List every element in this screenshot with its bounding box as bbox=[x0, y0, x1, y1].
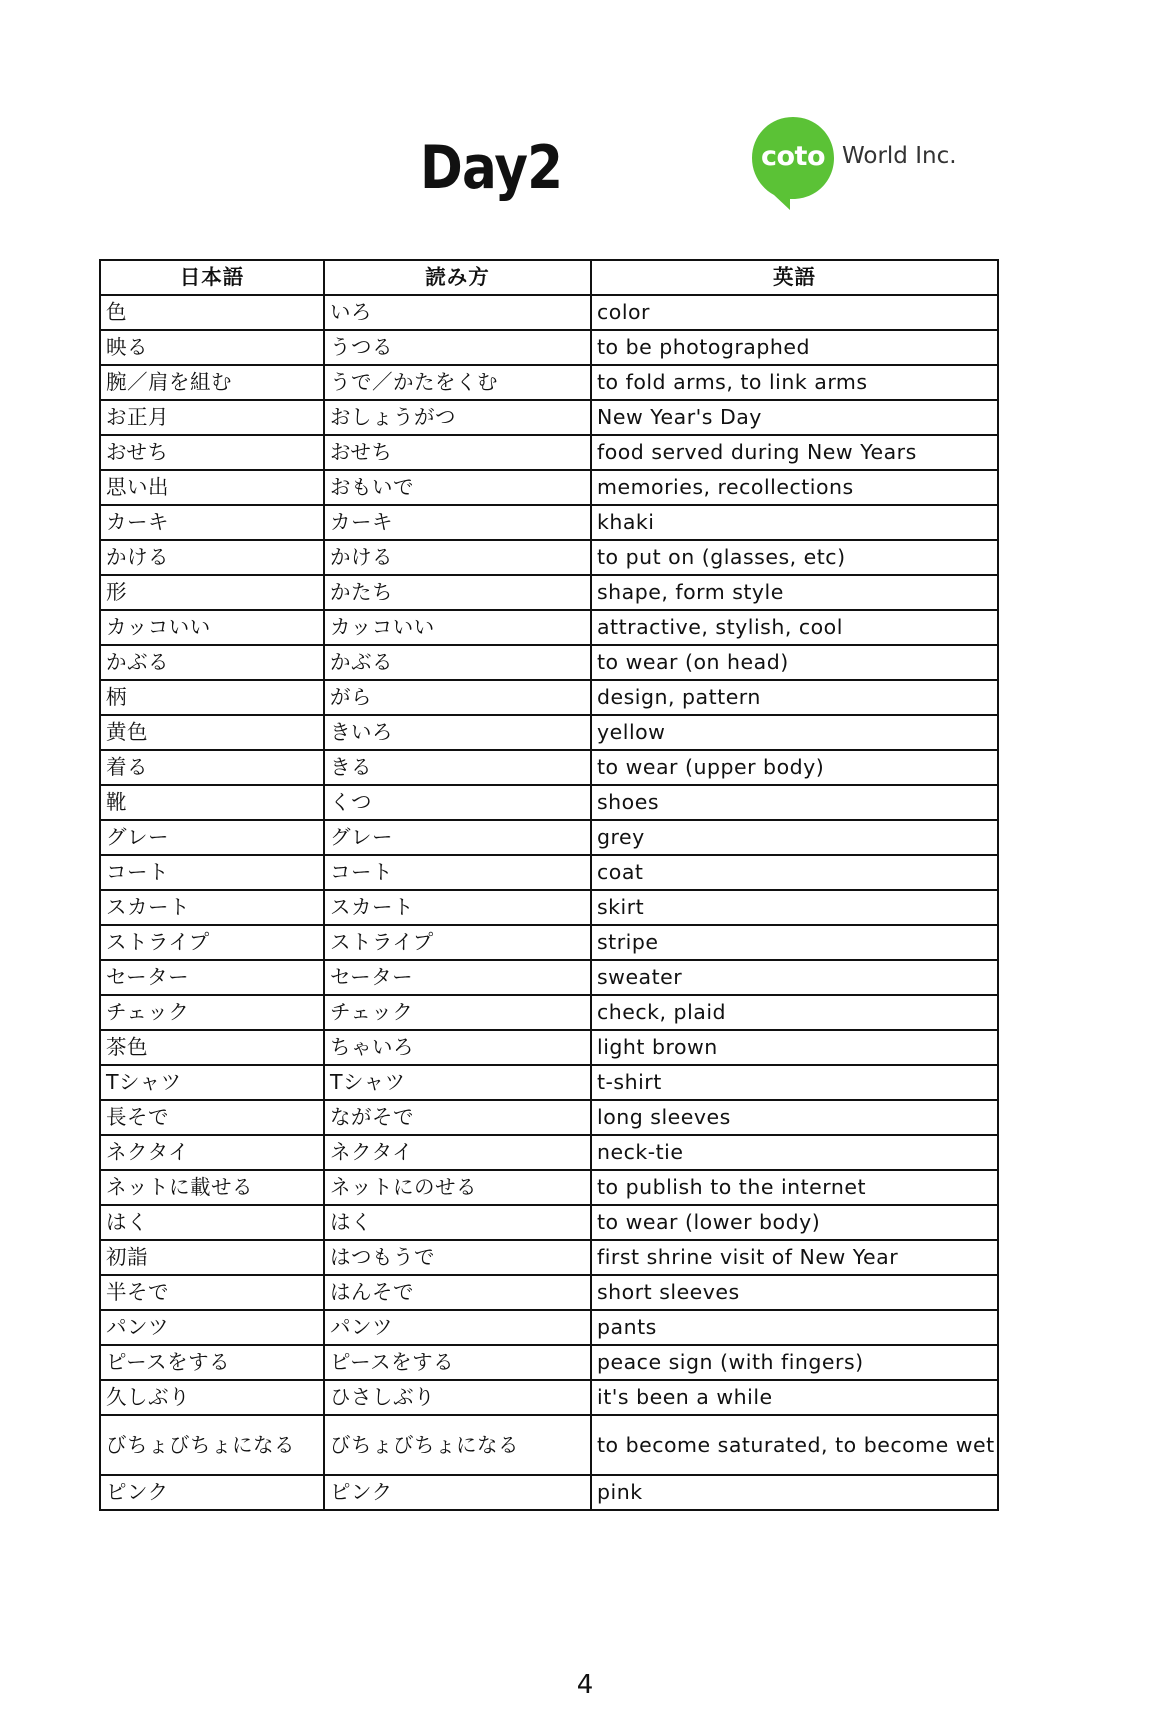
cell-english: sweater bbox=[591, 960, 998, 995]
cell-japanese: 久しぶり bbox=[100, 1380, 324, 1415]
cell-reading: ネクタイ bbox=[324, 1135, 591, 1170]
cell-reading: きいろ bbox=[324, 715, 591, 750]
cell-japanese: グレー bbox=[100, 820, 324, 855]
cell-reading: いろ bbox=[324, 295, 591, 330]
cell-reading: ピースをする bbox=[324, 1345, 591, 1380]
table-row bbox=[100, 505, 998, 540]
table-row bbox=[100, 750, 998, 785]
cell-english: to wear (upper body) bbox=[591, 750, 998, 785]
table-row bbox=[100, 645, 998, 680]
table-row bbox=[100, 575, 998, 610]
cell-reading: ストライプ bbox=[324, 925, 591, 960]
cell-japanese: 着る bbox=[100, 750, 324, 785]
cell-english: to wear (lower body) bbox=[591, 1205, 998, 1240]
cell-reading: Tシャツ bbox=[324, 1065, 591, 1100]
cell-reading: チェック bbox=[324, 995, 591, 1030]
cell-japanese: かける bbox=[100, 540, 324, 575]
table-row bbox=[100, 330, 998, 365]
cell-japanese: 形 bbox=[100, 575, 324, 610]
cell-reading: はく bbox=[324, 1205, 591, 1240]
table-row bbox=[100, 470, 998, 505]
cell-japanese: おせち bbox=[100, 435, 324, 470]
cell-english: skirt bbox=[591, 890, 998, 925]
table-row bbox=[100, 1310, 998, 1345]
table-row bbox=[100, 1100, 998, 1135]
table-row bbox=[100, 1380, 998, 1415]
cell-english: attractive, stylish, cool bbox=[591, 610, 998, 645]
cell-english: to become saturated, to become wet bbox=[591, 1415, 998, 1475]
cell-japanese: セーター bbox=[100, 960, 324, 995]
cell-english: to be photographed bbox=[591, 330, 998, 365]
table-row bbox=[100, 960, 998, 995]
cell-japanese: ピースをする bbox=[100, 1345, 324, 1380]
cell-english: check, plaid bbox=[591, 995, 998, 1030]
cell-english: first shrine visit of New Year bbox=[591, 1240, 998, 1275]
cell-japanese: パンツ bbox=[100, 1310, 324, 1345]
cell-japanese: チェック bbox=[100, 995, 324, 1030]
cell-japanese: ネクタイ bbox=[100, 1135, 324, 1170]
table-row bbox=[100, 1275, 998, 1310]
cell-reading: グレー bbox=[324, 820, 591, 855]
cell-reading: がら bbox=[324, 680, 591, 715]
header-english: 英語 bbox=[591, 260, 998, 295]
cell-english: light brown bbox=[591, 1030, 998, 1065]
cell-reading: ながそで bbox=[324, 1100, 591, 1135]
cell-reading: コート bbox=[324, 855, 591, 890]
table-row bbox=[100, 540, 998, 575]
cell-reading: くつ bbox=[324, 785, 591, 820]
cell-reading: セーター bbox=[324, 960, 591, 995]
cell-japanese: 柄 bbox=[100, 680, 324, 715]
cell-english: to publish to the internet bbox=[591, 1170, 998, 1205]
header-reading: 読み方 bbox=[324, 260, 591, 295]
page-number: 4 bbox=[576, 1670, 594, 1700]
cell-reading: パンツ bbox=[324, 1310, 591, 1345]
table-row bbox=[100, 820, 998, 855]
cell-japanese: コート bbox=[100, 855, 324, 890]
cell-reading: カッコいい bbox=[324, 610, 591, 645]
cell-reading: かたち bbox=[324, 575, 591, 610]
cell-english: shape, form style bbox=[591, 575, 998, 610]
table-row bbox=[100, 715, 998, 750]
cell-english: New Year's Day bbox=[591, 400, 998, 435]
cell-reading: ネットにのせる bbox=[324, 1170, 591, 1205]
cell-reading: スカート bbox=[324, 890, 591, 925]
cell-reading: びちょびちょになる bbox=[324, 1415, 591, 1475]
cell-japanese: カーキ bbox=[100, 505, 324, 540]
cell-japanese: カッコいい bbox=[100, 610, 324, 645]
cell-reading: きる bbox=[324, 750, 591, 785]
cell-reading: ピンク bbox=[324, 1475, 591, 1510]
cell-english: memories, recollections bbox=[591, 470, 998, 505]
cell-japanese: ネットに載せる bbox=[100, 1170, 324, 1205]
header-japanese: 日本語 bbox=[100, 260, 324, 295]
table-row bbox=[100, 1475, 998, 1510]
cell-japanese: はく bbox=[100, 1205, 324, 1240]
cell-english: peace sign (with fingers) bbox=[591, 1345, 998, 1380]
table-row bbox=[100, 1205, 998, 1240]
cell-japanese: 思い出 bbox=[100, 470, 324, 505]
cell-japanese: お正月 bbox=[100, 400, 324, 435]
cell-english: t-shirt bbox=[591, 1065, 998, 1100]
table-row bbox=[100, 1030, 998, 1065]
cell-japanese: かぶる bbox=[100, 645, 324, 680]
cell-japanese: 腕／肩を組む bbox=[100, 365, 324, 400]
table-row bbox=[100, 435, 998, 470]
cell-reading: はつもうで bbox=[324, 1240, 591, 1275]
cell-english: coat bbox=[591, 855, 998, 890]
cell-english: design, pattern bbox=[591, 680, 998, 715]
table-row bbox=[100, 400, 998, 435]
table-row bbox=[100, 610, 998, 645]
table-row bbox=[100, 785, 998, 820]
table-row bbox=[100, 680, 998, 715]
cell-english: to fold arms, to link arms bbox=[591, 365, 998, 400]
table-row bbox=[100, 855, 998, 890]
cell-english: it's been a while bbox=[591, 1380, 998, 1415]
cell-english: color bbox=[591, 295, 998, 330]
cell-english: neck-tie bbox=[591, 1135, 998, 1170]
cell-japanese: ピンク bbox=[100, 1475, 324, 1510]
table-row bbox=[100, 1065, 998, 1100]
table-row bbox=[100, 365, 998, 400]
logo-bubble-text: coto bbox=[760, 141, 825, 172]
cell-english: to wear (on head) bbox=[591, 645, 998, 680]
cell-reading: はんそで bbox=[324, 1275, 591, 1310]
cell-japanese: 黄色 bbox=[100, 715, 324, 750]
cell-japanese: 初詣 bbox=[100, 1240, 324, 1275]
table-row bbox=[100, 1240, 998, 1275]
cell-japanese: 半そで bbox=[100, 1275, 324, 1310]
cell-japanese: スカート bbox=[100, 890, 324, 925]
table-row bbox=[100, 1415, 998, 1475]
cell-reading: おもいで bbox=[324, 470, 591, 505]
cell-reading: うで／かたをくむ bbox=[324, 365, 591, 400]
cell-reading: ひさしぶり bbox=[324, 1380, 591, 1415]
vocabulary-table bbox=[99, 259, 999, 1511]
vocabulary-table-body bbox=[100, 295, 998, 1510]
cell-japanese: 靴 bbox=[100, 785, 324, 820]
cell-english: pink bbox=[591, 1475, 998, 1510]
cell-reading: カーキ bbox=[324, 505, 591, 540]
table-row bbox=[100, 1345, 998, 1380]
cell-english: pants bbox=[591, 1310, 998, 1345]
cell-reading: おせち bbox=[324, 435, 591, 470]
cell-english: food served during New Years bbox=[591, 435, 998, 470]
cell-japanese: 映る bbox=[100, 330, 324, 365]
logo-company-name: World Inc. bbox=[842, 143, 957, 169]
cell-japanese: びちょびちょになる bbox=[100, 1415, 324, 1475]
cell-japanese: 色 bbox=[100, 295, 324, 330]
cell-english: shoes bbox=[591, 785, 998, 820]
page-title: Day2 bbox=[420, 133, 563, 203]
table-header-row bbox=[100, 260, 998, 295]
cell-reading: おしょうがつ bbox=[324, 400, 591, 435]
cell-reading: かける bbox=[324, 540, 591, 575]
cell-japanese: 長そで bbox=[100, 1100, 324, 1135]
cell-japanese: ストライプ bbox=[100, 925, 324, 960]
table-row bbox=[100, 1170, 998, 1205]
cell-reading: うつる bbox=[324, 330, 591, 365]
cell-english: yellow bbox=[591, 715, 998, 750]
cell-reading: かぶる bbox=[324, 645, 591, 680]
table-row bbox=[100, 995, 998, 1030]
table-row bbox=[100, 925, 998, 960]
cell-japanese: Tシャツ bbox=[100, 1065, 324, 1100]
cell-english: to put on (glasses, etc) bbox=[591, 540, 998, 575]
table-row bbox=[100, 890, 998, 925]
cell-english: khaki bbox=[591, 505, 998, 540]
cell-english: grey bbox=[591, 820, 998, 855]
cell-english: long sleeves bbox=[591, 1100, 998, 1135]
table-row bbox=[100, 1135, 998, 1170]
cell-reading: ちゃいろ bbox=[324, 1030, 591, 1065]
cell-english: short sleeves bbox=[591, 1275, 998, 1310]
cell-english: stripe bbox=[591, 925, 998, 960]
company-logo bbox=[750, 115, 980, 215]
cell-japanese: 茶色 bbox=[100, 1030, 324, 1065]
table-row bbox=[100, 295, 998, 330]
